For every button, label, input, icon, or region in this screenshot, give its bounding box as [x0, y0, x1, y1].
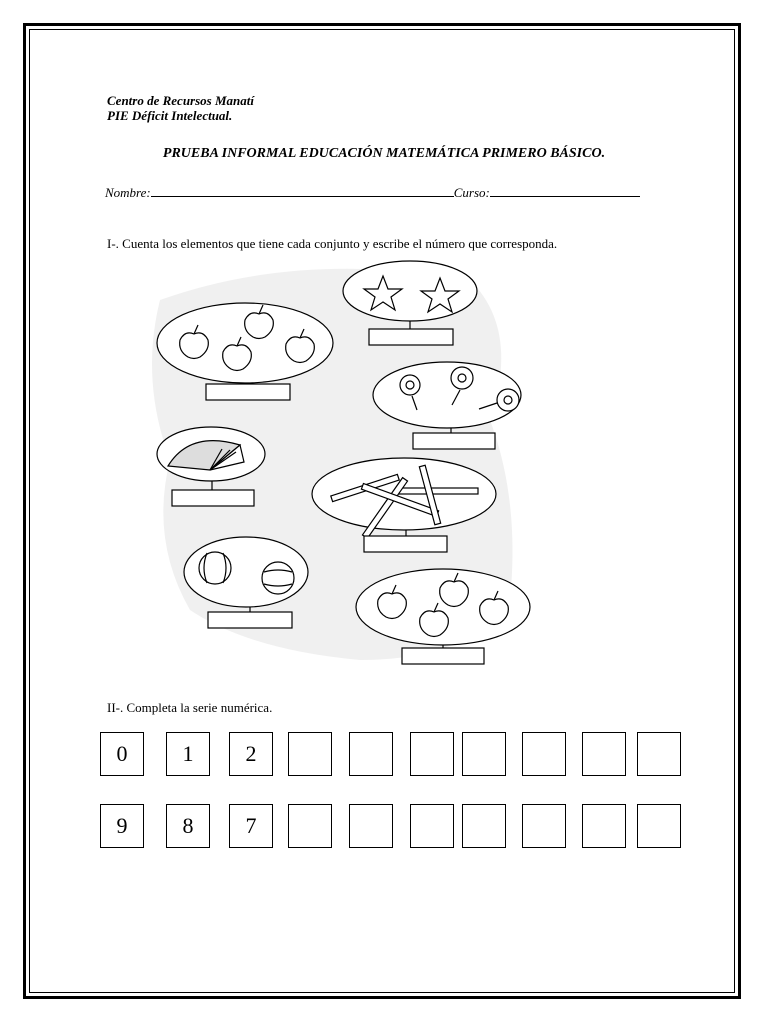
series-box[interactable] — [462, 732, 506, 776]
section-1-instruction: I-. Cuenta los elementos que tiene cada conjunto y escribe el número que corresponda. — [107, 236, 558, 251]
series-box[interactable] — [582, 732, 626, 776]
institution-line-2: PIE Déficit Intelectual. — [107, 108, 233, 123]
answer-box-apples — [206, 384, 290, 400]
series-box[interactable]: 7 — [229, 804, 273, 848]
series-box[interactable]: 1 — [166, 732, 210, 776]
section-2-instruction: II-. Completa la serie numérica. — [107, 700, 273, 715]
series-box[interactable] — [637, 804, 681, 848]
series-box[interactable] — [410, 804, 454, 848]
ball-icon — [199, 552, 231, 584]
series-box[interactable] — [637, 732, 681, 776]
series-box[interactable]: 8 — [166, 804, 210, 848]
series-box[interactable]: 9 — [100, 804, 144, 848]
course-label: Curso: — [453, 185, 490, 200]
pencil-icon — [398, 488, 478, 494]
answer-box-fan — [172, 490, 254, 506]
series-box[interactable] — [349, 732, 393, 776]
answer-box-balls — [208, 612, 292, 628]
ball-icon — [262, 562, 294, 594]
series-box[interactable]: 0 — [100, 732, 144, 776]
series-box[interactable] — [349, 804, 393, 848]
series-box[interactable] — [462, 804, 506, 848]
institution-line-1: Centro de Recursos Manatí — [107, 93, 254, 108]
name-label: Nombre: — [105, 185, 151, 200]
series-box[interactable] — [522, 804, 566, 848]
answer-box-apples-b — [402, 648, 484, 664]
series-box[interactable] — [288, 732, 332, 776]
answer-box-stars — [369, 329, 453, 345]
answer-box-flowers — [413, 433, 495, 449]
series-box[interactable] — [410, 732, 454, 776]
series-box[interactable] — [288, 804, 332, 848]
series-box[interactable] — [582, 804, 626, 848]
set-fan-1 — [157, 427, 265, 506]
series-box[interactable] — [522, 732, 566, 776]
series-box[interactable]: 2 — [229, 732, 273, 776]
answer-box-pencils — [364, 536, 447, 552]
page-title: PRUEBA INFORMAL EDUCACIÓN MATEMÁTICA PRIMERO BÁSICO. — [162, 146, 606, 161]
